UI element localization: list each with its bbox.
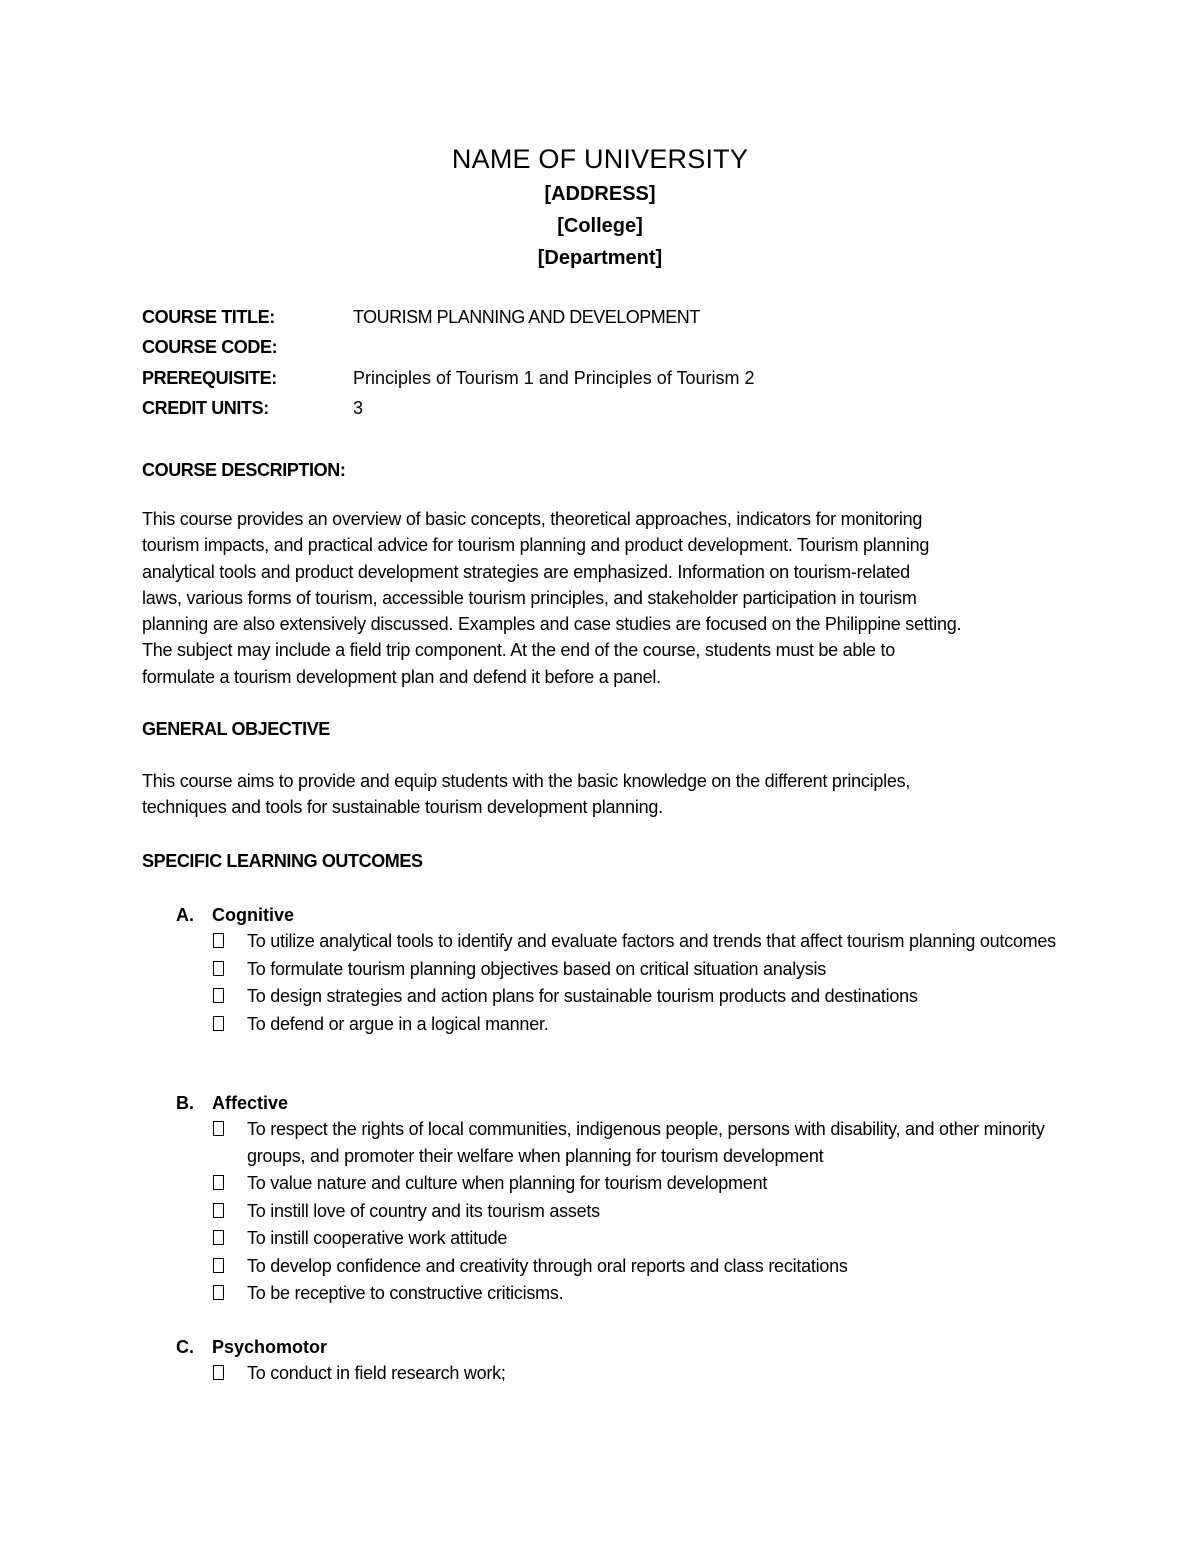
outcome-group-affective — [176, 1090, 1076, 1308]
outcome-group-letter: A. — [176, 904, 194, 925]
list-item-text: To formulate tourism planning objectives based on critical situation analysis — [247, 958, 827, 979]
credit-units-label: CREDIT UNITS: — [142, 398, 269, 419]
description-line: laws, various forms of tourism, accessible tourism principles, and stakeholder participation in tourism — [142, 587, 917, 608]
description-line: This course provides an overview of basic concepts, theoretical approaches, indicators for monitoring — [142, 509, 923, 529]
checkbox-square-icon — [213, 988, 224, 1003]
course-code-label: COURSE CODE: — [142, 337, 278, 358]
outcome-group-letter: B. — [176, 1092, 194, 1113]
checkbox-square-icon — [213, 933, 224, 948]
list-item — [213, 1170, 1076, 1197]
general-objective-section — [142, 716, 1072, 821]
course-code-row — [142, 333, 1092, 364]
checkbox-square-icon — [213, 1121, 224, 1136]
outcome-group-name: Affective — [212, 1092, 289, 1113]
course-description-section — [142, 457, 1072, 690]
checkbox-square-icon — [213, 1175, 224, 1190]
description-line: The subject may include a field trip component. At the end of the course, students must be able to — [142, 640, 895, 661]
list-item — [213, 1011, 1076, 1038]
outcome-group-name: Psychomotor — [212, 1336, 328, 1357]
description-line: tourism impacts, and practical advice for tourism planning and product development. Tourism planning — [142, 535, 930, 556]
list-item-text: To instill love of country and its tourism assets — [247, 1200, 600, 1221]
list-item-text: To conduct in field research work; — [247, 1363, 506, 1383]
general-objective-text — [142, 768, 1072, 821]
description-line: analytical tools and product development strategies are emphasized. Information on tourism-related — [142, 561, 910, 582]
list-item-text: To defend or argue in a logical manner. — [247, 1013, 549, 1034]
list-item-text: To develop confidence and creativity through oral reports and class recitations — [247, 1255, 848, 1276]
list-item — [213, 1116, 1076, 1169]
list-item-text: To respect the rights of local communities, indigenous people, persons with disability, and other minority groups, and promoter their welfare when planning for tourism development — [247, 1119, 1045, 1166]
list-item-text: To design strategies and action plans for sustainable tourism products and destinations — [247, 986, 918, 1006]
checkbox-square-icon — [213, 1365, 224, 1380]
list-item — [213, 928, 1076, 955]
list-item-text: To utilize analytical tools to identify and evaluate factors and trends that affect tourism planning outcomes — [247, 931, 1056, 951]
list-item-text: To value nature and culture when planning for tourism development — [247, 1173, 768, 1193]
list-item — [213, 956, 1076, 983]
college-name: [College] — [557, 215, 643, 237]
list-item — [213, 983, 1076, 1010]
list-item — [213, 1225, 1076, 1252]
course-title-label: COURSE TITLE: — [142, 306, 275, 327]
university-name: NAME OF UNIVERSITY — [451, 144, 749, 174]
checkbox-square-icon — [213, 1016, 224, 1031]
outcome-list — [176, 928, 1076, 1037]
general-objective-heading: GENERAL OBJECTIVE — [142, 719, 330, 739]
checkbox-square-icon — [213, 961, 224, 976]
outcome-group-title — [176, 902, 1076, 928]
outcome-group-name: Cognitive — [212, 904, 295, 925]
course-description-heading: COURSE DESCRIPTION: — [142, 460, 346, 480]
checkbox-square-icon — [213, 1285, 224, 1300]
course-description-text — [142, 506, 1072, 690]
outcome-group-title — [176, 1334, 1076, 1360]
prerequisite-label: PREREQUISITE: — [142, 367, 277, 388]
list-item — [213, 1280, 1076, 1307]
outcome-group-cognitive — [176, 902, 1076, 1038]
list-item-text: To instill cooperative work attitude — [247, 1228, 508, 1248]
credit-units-value: 3 — [353, 398, 364, 419]
outcome-group-psychomotor — [176, 1334, 1076, 1388]
outcome-list — [176, 1360, 1076, 1387]
specific-outcomes-heading: SPECIFIC LEARNING OUTCOMES — [142, 851, 423, 871]
list-item — [213, 1198, 1076, 1225]
specific-outcomes-section — [142, 848, 1072, 874]
list-item — [213, 1253, 1076, 1280]
outcome-group-letter: C. — [176, 1336, 194, 1357]
university-address: [ADDRESS] — [544, 183, 656, 205]
outcome-group-title — [176, 1090, 1076, 1116]
objective-line: This course aims to provide and equip students with the basic knowledge on the different principles, — [142, 771, 911, 791]
document-header — [0, 140, 1200, 274]
checkbox-square-icon — [213, 1203, 224, 1218]
list-item-text: To be receptive to constructive criticisms. — [247, 1283, 564, 1303]
course-title-row — [142, 302, 1092, 333]
description-line: formulate a tourism development plan and defend it before a panel. — [142, 666, 661, 687]
course-info-table — [142, 302, 1092, 424]
department-name: [Department] — [537, 247, 663, 269]
checkbox-square-icon — [213, 1258, 224, 1273]
description-line: planning are also extensively discussed. Examples and case studies are focused on the Philippine setting. — [142, 614, 962, 635]
outcome-list — [176, 1116, 1076, 1307]
prerequisite-value: Principles of Tourism 1 and Principles of Tourism 2 — [353, 367, 755, 388]
objective-line: techniques and tools for sustainable tourism development planning. — [142, 797, 663, 818]
prerequisite-row — [142, 363, 1092, 394]
list-item — [213, 1360, 1076, 1387]
course-title-value: TOURISM PLANNING AND DEVELOPMENT — [353, 306, 700, 327]
credit-units-row — [142, 394, 1092, 425]
checkbox-square-icon — [213, 1230, 224, 1245]
